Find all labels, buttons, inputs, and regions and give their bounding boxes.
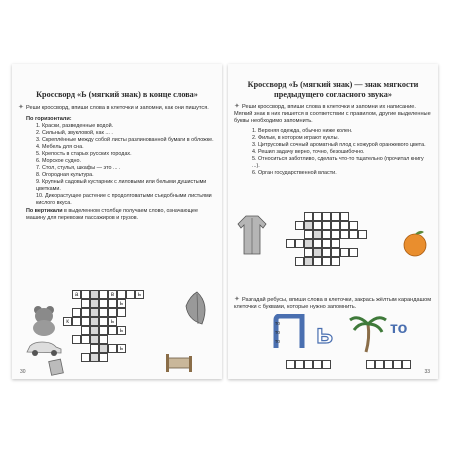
grid-cell[interactable] (340, 230, 349, 239)
grid-cell[interactable] (99, 290, 108, 299)
answer-cell[interactable] (313, 360, 322, 369)
clue: 7. Стол, стулья, шкафы — это ... . (36, 165, 121, 172)
grid-cell[interactable]: к (63, 317, 72, 326)
grid-cell[interactable] (108, 326, 117, 335)
answer-cell[interactable] (366, 360, 375, 369)
clue: 4. Решил задачу верно, точно, безошибочно. (252, 149, 365, 156)
grid-cell[interactable] (295, 221, 304, 230)
clue: 9. Крупный садовый кустарник с лиловыми или белыми душистыми цветками. (36, 179, 207, 192)
answer-cell[interactable] (375, 360, 384, 369)
grid-cell[interactable] (331, 212, 340, 221)
grid-cell[interactable] (295, 239, 304, 248)
grid-cell[interactable] (322, 248, 331, 257)
grid-cell[interactable]: ь (108, 317, 117, 326)
grid-cell[interactable]: ь (117, 344, 126, 353)
grid-cell[interactable] (81, 308, 90, 317)
grid-cell[interactable] (117, 290, 126, 299)
grid-cell[interactable] (349, 221, 358, 230)
grid-cell[interactable] (322, 230, 331, 239)
answer-cell[interactable] (286, 360, 295, 369)
grid-cell[interactable] (340, 221, 349, 230)
clue: 10. Дикорастущее растение с продолговатыми съедобными листьями кислого вкуса. (36, 192, 212, 206)
rebus-to-1: то (275, 321, 281, 327)
clue: 6. Орган государственной власти. (252, 170, 337, 177)
clue: 4. Мебель для сна. (36, 143, 84, 150)
grid-cell[interactable] (304, 212, 313, 221)
star-icon: ✦ (234, 296, 240, 303)
grid-cell[interactable] (90, 290, 99, 299)
grid-cell[interactable] (331, 221, 340, 230)
clue: 1. Верхняя одежда, обычно ниже колен. (252, 128, 353, 134)
grid-cell[interactable] (99, 335, 108, 344)
grid-cell[interactable] (117, 308, 126, 317)
grid-cell[interactable] (90, 335, 99, 344)
grid-cell[interactable] (99, 308, 108, 317)
grid-cell[interactable] (108, 308, 117, 317)
clue: 5. Относиться заботливо, сделать что-то тщательно (прочитал книгу ...). (252, 156, 424, 169)
leaf-picture (182, 290, 212, 328)
grid-cell[interactable] (99, 344, 108, 353)
left-page (12, 64, 222, 379)
grid-cell[interactable] (126, 290, 135, 299)
grid-cell[interactable] (313, 230, 322, 239)
vertical-text: в выделенном столбце получаем слово, означающее машину для перевозки пассажиров и грузов. (26, 208, 198, 221)
grid-cell[interactable] (90, 299, 99, 308)
grid-cell[interactable] (72, 317, 81, 326)
clue: 3. Цитрусовый сочный ароматный плод с кожурой оранжевого цвета. (252, 142, 426, 149)
grid-cell[interactable]: ь (117, 326, 126, 335)
palm-picture (348, 310, 388, 354)
answer-cell[interactable] (384, 360, 393, 369)
car-picture (24, 338, 64, 358)
grid-cell[interactable] (304, 239, 313, 248)
grid-cell[interactable] (349, 248, 358, 257)
rebus-instruction-text: Разгадай ребусы, впиши слова в клеточки, закрась жёлтым карандашом клеточки с буквами, которые нужно запомнить. (234, 297, 432, 310)
vertical-prefix: По вертикали (26, 208, 63, 215)
grid-cell[interactable] (90, 308, 99, 317)
grid-cell[interactable] (90, 344, 99, 353)
rebus-instruction (234, 296, 432, 311)
coat-picture (236, 214, 268, 256)
across-heading: По горизонтали: (26, 115, 72, 122)
star-icon: ✦ (18, 103, 24, 111)
grid-cell[interactable]: ь (135, 290, 144, 299)
grid-cell[interactable] (313, 257, 322, 266)
right-instruction-text: Реши кроссворд, впиши слова в клеточки и запомни их написание. Мягкий знак в них пишется в соответствии с правилом, другие выделенные буквы необходимо запомнить. (234, 104, 431, 124)
grid-cell[interactable] (313, 248, 322, 257)
answer-cell[interactable] (295, 360, 304, 369)
grid-cell[interactable] (349, 230, 358, 239)
orange-picture (400, 228, 430, 258)
answer-cell[interactable] (402, 360, 411, 369)
right-crossword[interactable] (268, 212, 408, 284)
grid-cell[interactable] (322, 239, 331, 248)
grid-cell[interactable] (90, 326, 99, 335)
answer-cell[interactable] (393, 360, 402, 369)
grid-cell[interactable] (90, 317, 99, 326)
grid-cell[interactable] (81, 317, 90, 326)
grid-cell[interactable] (331, 248, 340, 257)
left-title: Кроссворд «Ь (мягкий знак) в конце слова» (36, 90, 198, 99)
vertical-note (26, 208, 216, 221)
grid-cell[interactable] (99, 299, 108, 308)
grid-cell[interactable] (331, 257, 340, 266)
grid-cell[interactable] (286, 239, 295, 248)
grid-cell[interactable] (322, 212, 331, 221)
rebus-soft-sign: ь (316, 318, 334, 349)
grid-cell[interactable] (99, 353, 108, 362)
grid-cell[interactable] (90, 353, 99, 362)
grid-cell[interactable] (81, 335, 90, 344)
bed-picture (164, 352, 194, 374)
clue: 2. Фильм, в котором играют куклы. (252, 135, 339, 142)
grid-cell[interactable] (81, 290, 90, 299)
grid-cell[interactable] (340, 248, 349, 257)
grid-cell[interactable] (81, 326, 90, 335)
grid-cell[interactable] (304, 221, 313, 230)
grid-cell[interactable]: ь (117, 299, 126, 308)
grid-cell[interactable]: в (108, 290, 117, 299)
right-clue-list (228, 128, 438, 177)
grid-cell[interactable] (322, 221, 331, 230)
grid-cell[interactable]: а (72, 290, 81, 299)
grid-cell[interactable] (304, 257, 313, 266)
grid-cell[interactable] (304, 230, 313, 239)
clue: 3. Скреплённые между собой листы разлинованной бумаги в обложке. (36, 136, 214, 143)
grid-cell[interactable] (295, 257, 304, 266)
star-icon: ✦ (234, 103, 240, 110)
grid-cell[interactable] (313, 212, 322, 221)
right-page-number: 33 (424, 369, 430, 375)
grid-cell[interactable] (322, 257, 331, 266)
clue: 8. Огородная культура. (36, 172, 94, 179)
rebus-to-2: то (275, 330, 281, 336)
clue: 1. Краски, разведенные водой. (36, 122, 114, 129)
book-picture (48, 358, 66, 376)
bear-picture (26, 300, 62, 336)
right-instruction (234, 103, 432, 125)
left-clue-list (12, 123, 222, 207)
left-instruction-text: Реши кроссворд, впиши слова в клеточки и запомни, как они пишутся. (26, 104, 209, 111)
grid-cell[interactable] (331, 239, 340, 248)
grid-cell[interactable] (313, 221, 322, 230)
grid-cell[interactable] (72, 308, 81, 317)
grid-cell[interactable] (331, 230, 340, 239)
grid-cell[interactable] (304, 248, 313, 257)
right-title: Кроссворд «Ь (мягкий знак) — знак мягкости предыдущего согласного звука» (247, 80, 419, 99)
clue: 5. Крепость в старых русских городах. (36, 150, 132, 157)
grid-cell[interactable] (99, 326, 108, 335)
grid-cell[interactable] (99, 317, 108, 326)
right-page (228, 64, 438, 379)
rebus-to-suffix: то (390, 320, 408, 337)
clue: 2. Сильный, звукловой, как ... . (36, 129, 113, 136)
left-instruction (18, 104, 216, 112)
grid-cell[interactable] (358, 230, 367, 239)
grid-cell[interactable] (313, 239, 322, 248)
grid-cell[interactable] (108, 344, 117, 353)
answer-cell[interactable] (322, 360, 331, 369)
rebus-to-3: то (275, 339, 281, 345)
grid-cell[interactable] (108, 299, 117, 308)
clue: 6. Морское судно. (36, 157, 81, 164)
left-page-number: 30 (20, 369, 26, 375)
grid-cell[interactable] (340, 212, 349, 221)
grid-cell[interactable] (72, 335, 81, 344)
grid-cell[interactable] (81, 353, 90, 362)
grid-cell[interactable] (81, 299, 90, 308)
answer-cell[interactable] (304, 360, 313, 369)
